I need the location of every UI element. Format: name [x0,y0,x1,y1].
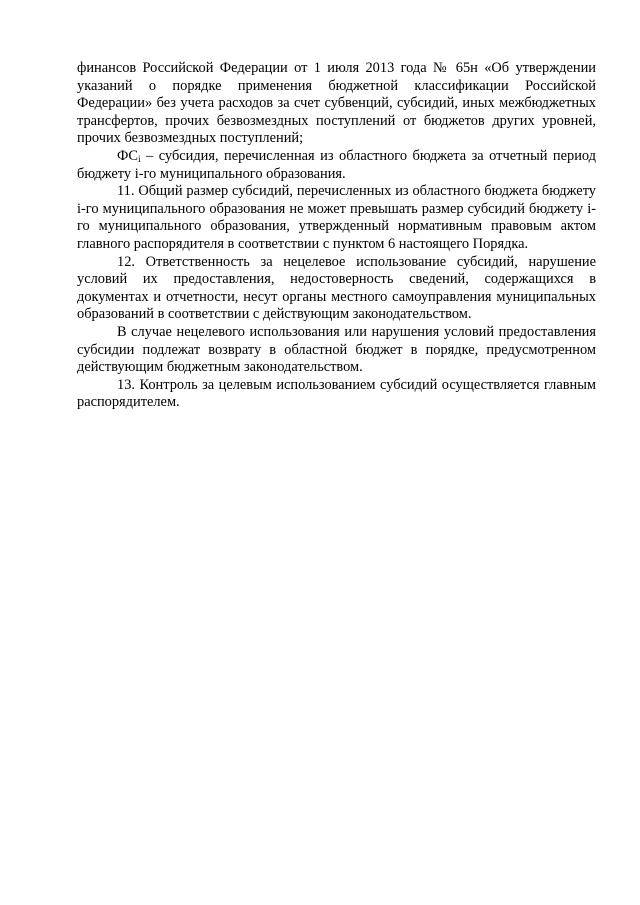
fc-subscript: i [137,154,141,165]
paragraph-item-12-return: В случае нецелевого использования или нарушения условий предоставления субсидии подлежат возврату в областной бюджет в порядке, предусмотренном действующим бюджетным законодательством. [77,323,596,376]
fc-definition-text: – субсидия, перечисленная из областного бюджета за отчетный период бюджету i-го муниципального образования. [77,147,596,182]
paragraph-item-11: 11. Общий размер субсидий, перечисленных из областного бюджета бюджету i-го муниципального образования не может превышать размер субсидий бюджету i-го муниципального образования, утвержденный нормативным правовым актом главного распорядителя в соответствии с пунктом 6 настоящего Порядка. [77,183,596,252]
paragraph-item-13: 13. Контроль за целевым использованием субсидий осуществляется главным распорядителем. [77,376,596,411]
document-page [77,60,596,412]
paragraph-continuation: финансов Российской Федерации от 1 июля 2013 года № 65н «Об утверждении указаний о порядке применения бюджетной классификации Российской Федерации» без учета расходов за счет субвенций, субсидий, иных межбюджетных трансфертов, прочих безвозмездных поступлений от бюджетов других уровней, прочих безвозмездных поступлений; [77,60,596,147]
paragraph-item-12: 12. Ответственность за нецелевое использование субсидий, нарушение условий их предоставления, недостоверность сведений, содержащихся в документах и отчетности, несут органы местного самоуправления муниципальных образований в соответствии с действующим законодательством. [77,253,596,323]
fc-symbol: ФС [117,147,138,164]
paragraph-fc-definition [77,148,596,183]
